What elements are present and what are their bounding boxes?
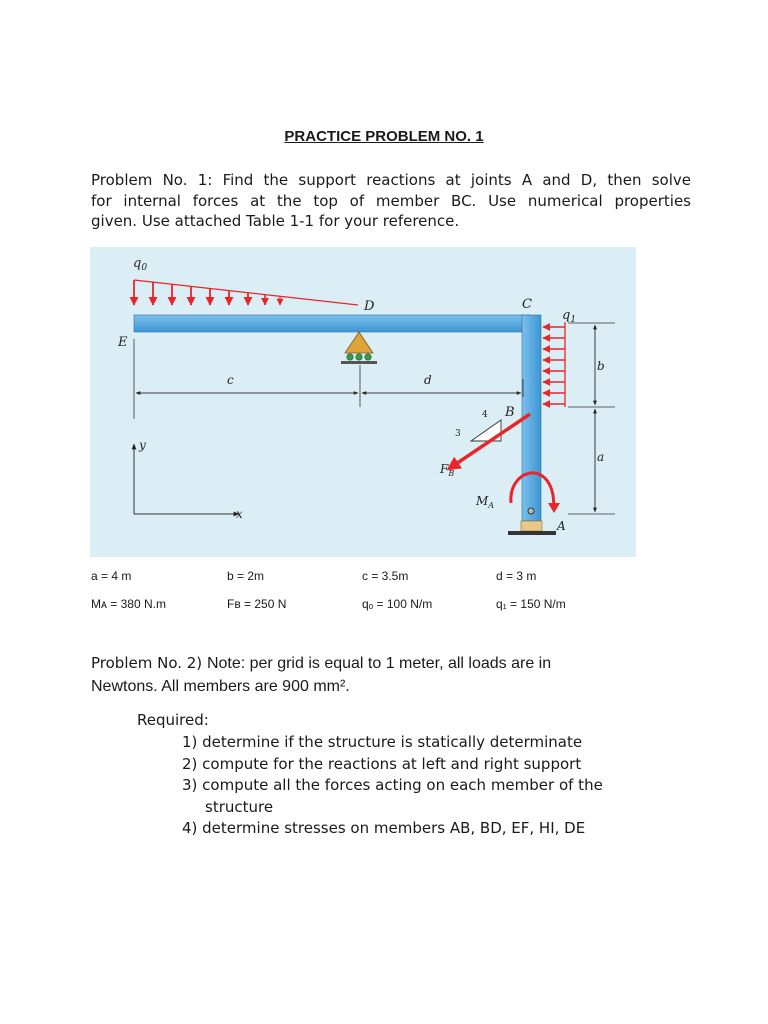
problem1-text — [91, 170, 691, 232]
required-item-2: 2) compute for the reactions at left and right support — [182, 754, 582, 773]
required-heading: Required: — [137, 711, 209, 729]
page-title: PRACTICE PROBLEM NO. 1 — [284, 128, 484, 145]
label-q1: $q_1$ — [562, 308, 577, 325]
required-item-3: 3) compute all the forces acting on each member of the — [182, 776, 603, 794]
label-c-joint: C — [522, 297, 532, 312]
label-fb: $F_B$ — [440, 462, 455, 478]
label-y-axis: y — [139, 438, 146, 452]
prop-fb: Fʙ = 250 N — [227, 597, 287, 611]
problem1-line2: for internal forces at the top of member BC. Use numerical properties — [91, 191, 691, 210]
prop-ma: Mᴀ = 380 N.m — [91, 597, 166, 611]
label-q0: $q_0$ — [133, 256, 148, 273]
label-e-joint: E — [118, 335, 128, 350]
beam-ec — [134, 315, 530, 332]
problem2-note-line2: Newtons. All members are 900 mm². — [91, 678, 350, 695]
label-a-dim: a — [597, 450, 605, 464]
prop-a: a = 4 m — [91, 569, 132, 583]
problem1-line1: Problem No. 1: Find the support reactions at joints A and D, then solve — [91, 171, 691, 189]
label-ma: $M_A$ — [476, 494, 495, 510]
problem2-label: Problem No. 2) — [91, 654, 207, 672]
problem1-line3: given. Use attached Table 1-1 for your reference. — [91, 212, 460, 230]
label-b-joint: B — [505, 405, 515, 420]
label-x-axis: x — [236, 507, 243, 521]
label-a-joint: A — [557, 519, 566, 533]
required-list — [182, 732, 702, 840]
label-slope-4: 4 — [482, 410, 488, 420]
prop-d: d = 3 m — [496, 569, 537, 583]
label-slope-3: 3 — [455, 429, 461, 439]
label-d-joint: D — [364, 299, 375, 314]
label-b-dim: b — [597, 359, 605, 373]
prop-b: b = 2m — [227, 569, 265, 583]
problem2-text — [91, 652, 711, 698]
label-c-dim: c — [227, 373, 234, 387]
prop-q0: qₒ = 100 N/m — [362, 597, 433, 611]
problem2-note-line1: Note: per grid is equal to 1 meter, all loads are in — [206, 655, 552, 672]
required-item-4: 4) determine stresses on members AB, BD, EF, HI, DE — [182, 819, 586, 837]
required-item-1: 1) determine if the structure is statically determinate — [182, 733, 583, 751]
prop-c: c = 3.5m — [362, 569, 409, 583]
frame-diagram — [90, 247, 636, 557]
label-d-dim: d — [424, 373, 432, 387]
required-item-3-cont: structure — [205, 797, 274, 816]
prop-q1: q₁ = 150 N/m — [496, 597, 566, 611]
